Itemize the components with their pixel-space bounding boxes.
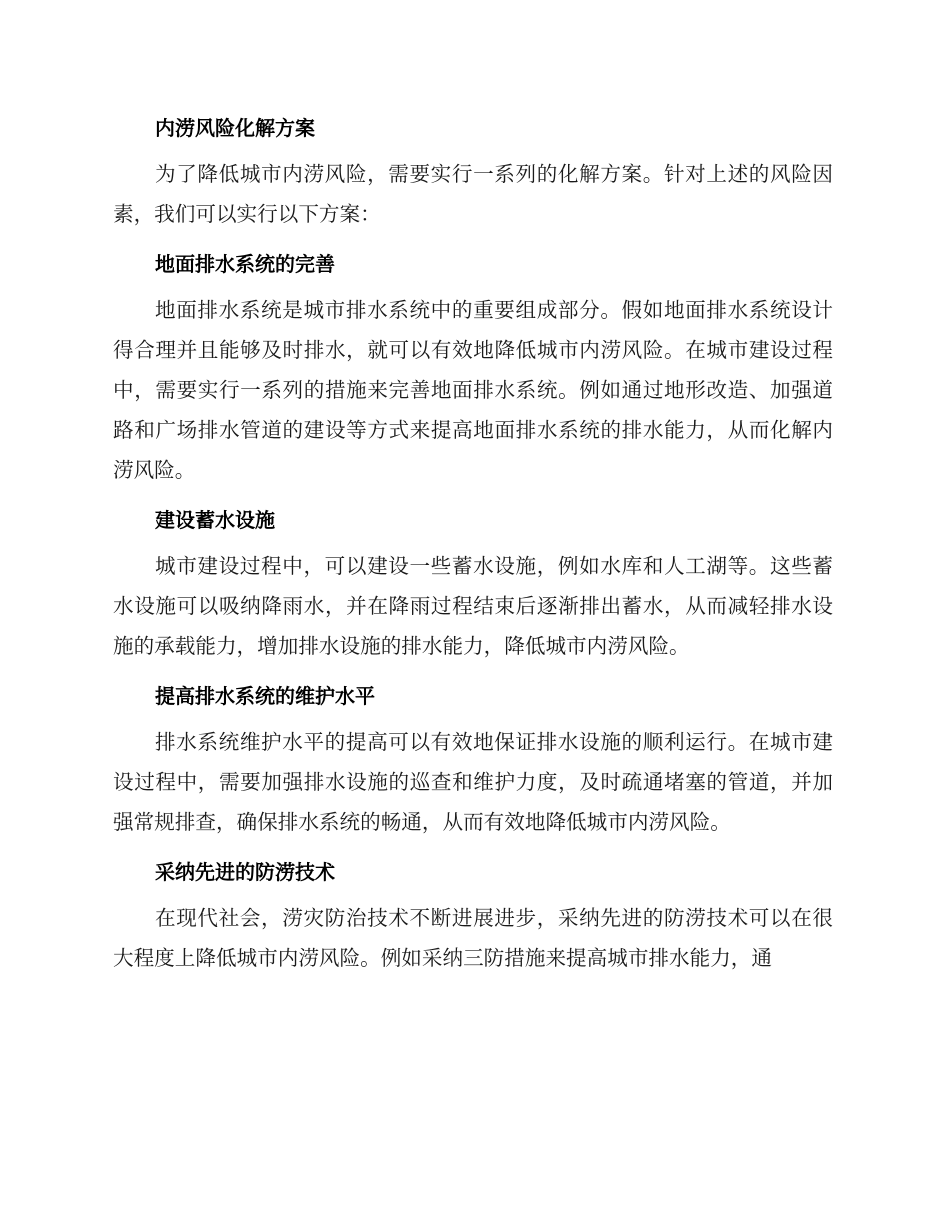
paragraph-maintenance: 排水系统维护水平的提高可以有效地保证排水设施的顺利运行。在城市建设过程中，需要加强排水设施的巡查和维护力度，及时疏通堵塞的管道，并加强常规排查，确保排水系统的畅通，从而有效地降低城市内涝风险。	[113, 730, 833, 834]
section-heading-storage-facilities: 建设蓄水设施	[155, 508, 275, 532]
paragraph-advanced-technology: 在现代社会，涝灾防治技术不断进展进步，采纳先进的防涝技术可以在很大程度上降低城市内涝风险。例如采纳三防措施来提高城市排水能力，通	[113, 906, 833, 970]
paragraph-storage-facilities: 城市建设过程中，可以建设一些蓄水设施，例如水库和人工湖等。这些蓄水设施可以吸纳降雨水，并在降雨过程结束后逐渐排出蓄水，从而减轻排水设施的承载能力，增加排水设施的排水能力，降低城市内涝风险。	[113, 554, 833, 658]
paragraph-ground-drainage: 地面排水系统是城市排水系统中的重要组成部分。假如地面排水系统设计得合理并且能够及时排水，就可以有效地降低城市内涝风险。在城市建设过程中，需要实行一系列的措施来完善地面排水系统。例如通过地形改造、加强道路和广场排水管道的建设等方式来提高地面排水系统的排水能力，从而化解内涝风险。	[113, 298, 833, 482]
section-heading-ground-drainage: 地面排水系统的完善	[155, 252, 335, 276]
document-page	[113, 108, 833, 988]
section-heading-advanced-technology: 采纳先进的防涝技术	[155, 860, 335, 884]
section-heading-risk-solutions: 内涝风险化解方案	[155, 116, 315, 140]
paragraph-risk-solutions: 为了降低城市内涝风险，需要实行一系列的化解方案。针对上述的风险因素，我们可以实行以下方案：	[113, 162, 833, 226]
section-heading-maintenance: 提高排水系统的维护水平	[155, 684, 375, 708]
